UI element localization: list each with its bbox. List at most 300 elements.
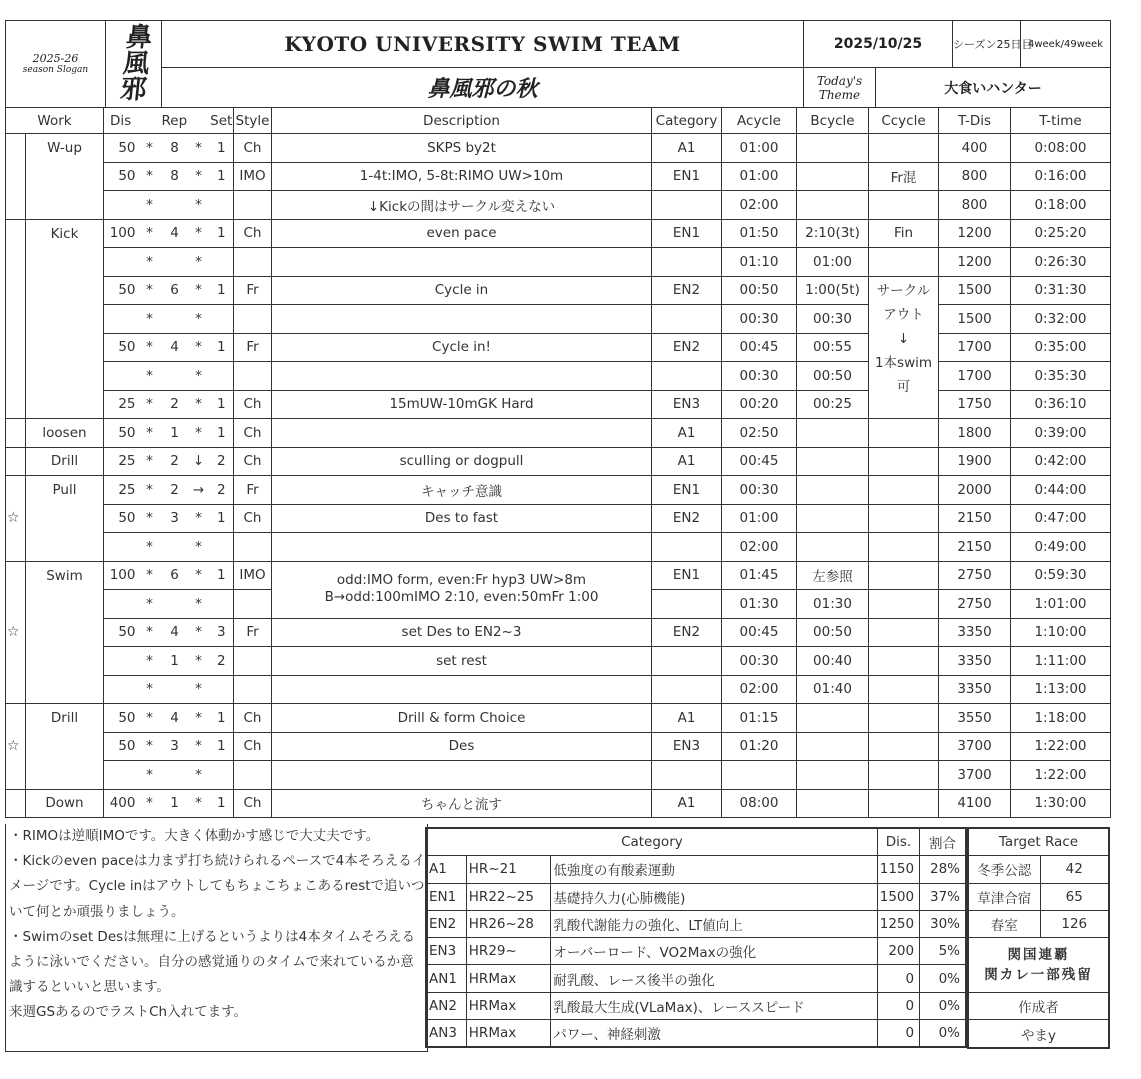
operator-cell: * (138, 134, 162, 163)
total-time-cell: 0:32:00 (1011, 305, 1111, 334)
total-distance-cell: 1200 (939, 248, 1011, 277)
set-cell: 1 (210, 276, 234, 305)
operator-cell: * (188, 732, 210, 761)
description-cell: Cycle in! (272, 333, 652, 362)
style-cell (234, 590, 272, 619)
category-cell (652, 675, 722, 704)
menu-row (6, 732, 1111, 761)
category-cell (652, 533, 722, 562)
star-mark (6, 134, 26, 163)
set-cell: 3 (210, 618, 234, 647)
operator-cell: * (138, 504, 162, 533)
menu-row (6, 618, 1111, 647)
category-row (426, 938, 966, 965)
menu-row (6, 362, 1111, 391)
ccycle-cell (869, 704, 939, 733)
star-mark (6, 647, 26, 676)
category-hr: HRMax (466, 1020, 551, 1048)
category-row (426, 1020, 966, 1048)
season-slogan (6, 21, 106, 108)
operator-cell: * (138, 561, 162, 590)
bcycle-cell (797, 704, 869, 733)
rep-cell (162, 590, 188, 619)
category-description: 乳酸代謝能力の強化、LT値向上 (551, 910, 877, 937)
style-cell: IMO (234, 561, 272, 590)
distance-cell (104, 191, 138, 220)
ccycle-cell (869, 447, 939, 476)
total-time-cell: 0:31:30 (1011, 276, 1111, 305)
style-cell: Ch (234, 732, 272, 761)
total-distance-cell: 3700 (939, 732, 1011, 761)
ccycle-cell (869, 732, 939, 761)
star-mark (6, 333, 26, 362)
distance-cell: 25 (104, 390, 138, 419)
category-code: EN2 (426, 910, 466, 937)
style-cell (234, 362, 272, 391)
total-distance-cell: 400 (939, 134, 1011, 163)
distance-cell: 100 (104, 219, 138, 248)
work-cell (26, 590, 104, 619)
category-ratio: 30% (920, 910, 966, 937)
style-cell: Fr (234, 476, 272, 505)
ccycle-cell (869, 476, 939, 505)
set-cell: 1 (210, 390, 234, 419)
operator-cell: * (188, 618, 210, 647)
distance-cell: 50 (104, 704, 138, 733)
menu-row (6, 561, 1111, 590)
bcycle-cell (797, 533, 869, 562)
work-cell (26, 647, 104, 676)
description-cell: ↓Kickの間はサークル変えない (272, 191, 652, 220)
ccycle-note: サークル アウト ↓ 1本swim 可 (869, 276, 939, 419)
distance-cell: 50 (104, 162, 138, 191)
note-item: ・Kickのeven paceは力まず打ち続けられるペースで4本そろえるイメージです。Cycle inはアウトしてもちょこちょこあるrestで追いついて何とか頑張りましょう。 (9, 853, 426, 920)
category-cell (652, 761, 722, 790)
category-cell (652, 362, 722, 391)
style-cell: Ch (234, 219, 272, 248)
description-cell: even pace (272, 219, 652, 248)
description-cell: 1-4t:IMO, 5-8t:RIMO UW>10m (272, 162, 652, 191)
category-cell (652, 647, 722, 676)
style-cell (234, 248, 272, 277)
total-time-cell: 1:30:00 (1011, 789, 1111, 818)
star-mark (6, 162, 26, 191)
description-cell (272, 419, 652, 448)
menu-table (5, 107, 1111, 818)
category-ratio: 0% (920, 1020, 966, 1048)
acycle-cell: 08:00 (722, 789, 797, 818)
work-cell: Pull (26, 476, 104, 505)
category-cell: EN1 (652, 219, 722, 248)
total-distance-cell: 2150 (939, 533, 1011, 562)
description-cell: SKPS by2t (272, 134, 652, 163)
star-mark (6, 362, 26, 391)
total-time-cell: 1:18:00 (1011, 704, 1111, 733)
col-description: Description (272, 108, 652, 134)
work-cell: Down (26, 789, 104, 818)
total-time-cell: 1:01:00 (1011, 590, 1111, 619)
description-cell: キャッチ意識 (272, 476, 652, 505)
category-description: パワー、神経刺激 (551, 1020, 877, 1048)
note-item: ・RIMOは逆順IMOです。大きく体動かす感じで大丈夫です。 (9, 828, 380, 844)
ccycle-cell (869, 504, 939, 533)
operator-cell: * (138, 162, 162, 191)
menu-row (6, 675, 1111, 704)
total-time-cell: 0:49:00 (1011, 533, 1111, 562)
description-cell: B→odd:100mIMO 2:10, even:50mFr 1:00 (272, 590, 652, 619)
rep-cell: 1 (162, 647, 188, 676)
work-cell (26, 248, 104, 277)
rep-cell: 4 (162, 704, 188, 733)
total-distance-cell: 1500 (939, 305, 1011, 334)
category-ratio: 5% (920, 938, 966, 965)
col-dis: Dis (104, 108, 162, 134)
ccycle-cell (869, 191, 939, 220)
star-mark (6, 533, 26, 562)
todays-theme-label (804, 68, 876, 108)
star-mark (6, 191, 26, 220)
operator-cell: * (138, 390, 162, 419)
target-race-table (967, 827, 1110, 1049)
race-name: 冬季公認 (968, 856, 1040, 883)
category-row (426, 992, 966, 1019)
acycle-cell: 01:50 (722, 219, 797, 248)
operator-cell: * (188, 305, 210, 334)
menu-row (6, 533, 1111, 562)
star-mark (6, 219, 26, 248)
category-cell (652, 305, 722, 334)
distance-cell (104, 590, 138, 619)
operator-cell: ↓ (188, 447, 210, 476)
set-cell: 1 (210, 333, 234, 362)
rep-cell (162, 533, 188, 562)
bcycle-cell (797, 476, 869, 505)
total-distance-cell: 1750 (939, 390, 1011, 419)
bcycle-cell: 2:10(3t) (797, 219, 869, 248)
category-description: 耐乳酸、レース後半の強化 (551, 965, 877, 992)
race-name: 草津合宿 (968, 883, 1040, 910)
operator-cell: * (138, 447, 162, 476)
acycle-cell: 02:00 (722, 533, 797, 562)
category-cell: A1 (652, 789, 722, 818)
menu-row (6, 419, 1111, 448)
description-cell (272, 675, 652, 704)
work-cell (26, 533, 104, 562)
description-cell: sculling or dogpull (272, 447, 652, 476)
total-time-cell: 1:22:00 (1011, 761, 1111, 790)
distance-cell: 50 (104, 333, 138, 362)
total-time-cell: 0:08:00 (1011, 134, 1111, 163)
star-mark (6, 248, 26, 277)
ccycle-cell (869, 561, 939, 590)
category-distance: 0 (877, 965, 919, 992)
menu-row (6, 191, 1111, 220)
star-mark (6, 476, 26, 505)
bcycle-cell: 01:30 (797, 590, 869, 619)
bcycle-cell (797, 162, 869, 191)
category-hr: HR22~25 (466, 883, 551, 910)
category-cell: EN3 (652, 390, 722, 419)
footer-area (5, 824, 1110, 1053)
operator-cell: * (138, 333, 162, 362)
category-description: オーバーロード、VO2Maxの強化 (551, 938, 877, 965)
category-distance: 1500 (877, 883, 919, 910)
total-time-cell: 0:36:10 (1011, 390, 1111, 419)
bcycle-cell (797, 504, 869, 533)
category-cell: A1 (652, 419, 722, 448)
category-cell: A1 (652, 134, 722, 163)
distance-cell (104, 675, 138, 704)
category-description: 低強度の有酸素運動 (551, 856, 877, 883)
operator-cell: * (138, 305, 162, 334)
rep-cell: 3 (162, 732, 188, 761)
practice-date: 2025/10/25 (804, 21, 953, 68)
category-code: AN1 (426, 965, 466, 992)
style-cell: Ch (234, 447, 272, 476)
acycle-cell: 00:45 (722, 618, 797, 647)
race-days: 42 (1040, 856, 1109, 883)
total-time-cell: 0:35:30 (1011, 362, 1111, 391)
distance-cell: 50 (104, 504, 138, 533)
operator-cell: * (188, 590, 210, 619)
ccycle-cell: Fin (869, 219, 939, 248)
operator-cell: * (138, 419, 162, 448)
work-cell: Kick (26, 219, 104, 248)
set-cell: 1 (210, 419, 234, 448)
rep-cell: 6 (162, 276, 188, 305)
style-cell: Ch (234, 419, 272, 448)
rep-cell: 1 (162, 789, 188, 818)
operator-cell: * (138, 789, 162, 818)
total-time-cell: 0:39:00 (1011, 419, 1111, 448)
slogan-logo (106, 21, 162, 108)
total-distance-cell: 3550 (939, 704, 1011, 733)
acycle-cell: 00:30 (722, 476, 797, 505)
set-cell (210, 533, 234, 562)
col-tdis: T-Dis (939, 108, 1011, 134)
total-time-cell: 0:26:30 (1011, 248, 1111, 277)
operator-cell: * (188, 561, 210, 590)
category-cell (652, 248, 722, 277)
style-cell: Fr (234, 333, 272, 362)
set-cell (210, 362, 234, 391)
operator-cell: * (188, 162, 210, 191)
work-cell (26, 276, 104, 305)
todays-theme-line1: Today's (816, 73, 863, 88)
distance-cell (104, 248, 138, 277)
acycle-cell: 01:00 (722, 134, 797, 163)
total-distance-cell: 2150 (939, 504, 1011, 533)
note-item: ・Swimのset Desは無理に上げるというよりは4本タイムそろえるように泳いでください。自分の感覚通りのタイムで来れているか意識するといいと思います。 (9, 928, 415, 996)
bcycle-cell: 00:30 (797, 305, 869, 334)
menu-row (6, 276, 1111, 305)
description-cell: odd:IMO form, even:Fr hyp3 UW>8m (272, 561, 652, 590)
operator-cell: * (188, 390, 210, 419)
bcycle-cell: 00:55 (797, 333, 869, 362)
rep-cell (162, 761, 188, 790)
work-cell (26, 504, 104, 533)
category-code: EN1 (426, 883, 466, 910)
work-cell (26, 362, 104, 391)
description-cell: 15mUW-10mGK Hard (272, 390, 652, 419)
col-style: Style (234, 108, 272, 134)
rep-cell: 4 (162, 333, 188, 362)
category-row (426, 856, 966, 883)
menu-row (6, 789, 1111, 818)
total-distance-cell: 3350 (939, 618, 1011, 647)
rep-cell: 6 (162, 561, 188, 590)
operator-cell: * (188, 362, 210, 391)
work-cell: Swim (26, 561, 104, 590)
total-distance-cell: 3700 (939, 761, 1011, 790)
operator-cell: * (138, 476, 162, 505)
total-time-cell: 0:16:00 (1011, 162, 1111, 191)
acycle-cell: 02:00 (722, 675, 797, 704)
style-cell: Ch (234, 704, 272, 733)
menu-row (6, 333, 1111, 362)
total-time-cell: 0:59:30 (1011, 561, 1111, 590)
rep-cell: 1 (162, 419, 188, 448)
col-category: Category (652, 108, 722, 134)
total-time-cell: 0:44:00 (1011, 476, 1111, 505)
total-distance-cell: 800 (939, 191, 1011, 220)
total-time-cell: 0:42:00 (1011, 447, 1111, 476)
acycle-cell: 00:30 (722, 647, 797, 676)
total-distance-cell: 1800 (939, 419, 1011, 448)
set-cell: 1 (210, 162, 234, 191)
ccycle-cell (869, 248, 939, 277)
operator-cell: * (188, 647, 210, 676)
rep-cell: 8 (162, 162, 188, 191)
bcycle-cell: 1:00(5t) (797, 276, 869, 305)
col-ttime: T-time (1011, 108, 1111, 134)
target-race-header: Target Race (968, 828, 1109, 856)
style-cell (234, 675, 272, 704)
description-cell: Cycle in (272, 276, 652, 305)
category-cell: EN2 (652, 618, 722, 647)
category-code: AN3 (426, 1020, 466, 1048)
distance-cell (104, 533, 138, 562)
category-row (426, 965, 966, 992)
work-cell (26, 162, 104, 191)
set-cell (210, 248, 234, 277)
operator-cell: * (138, 761, 162, 790)
set-cell: 1 (210, 134, 234, 163)
acycle-cell: 01:00 (722, 504, 797, 533)
acycle-cell: 01:15 (722, 704, 797, 733)
rep-cell: 4 (162, 219, 188, 248)
set-cell: 1 (210, 789, 234, 818)
category-hr: HRMax (466, 992, 551, 1019)
slogan-subtitle: season Slogan (22, 65, 89, 75)
star-mark (6, 447, 26, 476)
practice-sheet (5, 20, 1110, 818)
set-cell: 1 (210, 704, 234, 733)
category-ratio: 28% (920, 856, 966, 883)
style-cell: Ch (234, 134, 272, 163)
star-mark (6, 590, 26, 619)
menu-row (6, 248, 1111, 277)
style-cell: Ch (234, 504, 272, 533)
ccycle-cell (869, 761, 939, 790)
acycle-cell: 01:45 (722, 561, 797, 590)
acycle-cell: 00:50 (722, 276, 797, 305)
menu-row (6, 504, 1111, 533)
motto-line1: 関国連覇 (1007, 947, 1070, 964)
acycle-cell (722, 761, 797, 790)
rep-cell (162, 305, 188, 334)
rep-cell: 2 (162, 476, 188, 505)
star-mark: ☆ (6, 618, 26, 647)
category-distance: 200 (877, 938, 919, 965)
menu-row (6, 162, 1111, 191)
category-ratio: 0% (920, 992, 966, 1019)
bcycle-cell: 01:40 (797, 675, 869, 704)
style-cell (234, 533, 272, 562)
star-mark (6, 789, 26, 818)
total-distance-cell: 1500 (939, 276, 1011, 305)
menu-row (6, 305, 1111, 334)
operator-cell: * (138, 219, 162, 248)
category-distance: 0 (877, 1020, 919, 1048)
category-code: EN3 (426, 938, 466, 965)
total-distance-cell: 800 (939, 162, 1011, 191)
rep-cell: 2 (162, 447, 188, 476)
category-cell: EN2 (652, 333, 722, 362)
category-cell: EN2 (652, 276, 722, 305)
operator-cell: * (188, 276, 210, 305)
star-mark: ☆ (6, 504, 26, 533)
col-ccycle: Ccycle (869, 108, 939, 134)
bcycle-cell: 左参照 (797, 561, 869, 590)
set-cell: 1 (210, 561, 234, 590)
distance-cell (104, 362, 138, 391)
category-cell: EN1 (652, 561, 722, 590)
race-name: 春室 (968, 910, 1040, 937)
author-name: やまy (968, 1020, 1109, 1048)
bcycle-cell (797, 191, 869, 220)
star-mark (6, 704, 26, 733)
category-hr: HR26~28 (466, 910, 551, 937)
category-description: 乳酸最大生成(VLaMax)、レーススピード (551, 992, 877, 1019)
category-distance: 0 (877, 992, 919, 1019)
category-cell (652, 590, 722, 619)
total-distance-cell: 2750 (939, 561, 1011, 590)
work-cell (26, 732, 104, 761)
rep-cell: 8 (162, 134, 188, 163)
total-distance-cell: 2000 (939, 476, 1011, 505)
total-distance-cell: 1700 (939, 362, 1011, 391)
season-day: シーズン25日目 (953, 21, 1021, 68)
category-hr: HR29~ (466, 938, 551, 965)
operator-cell: * (138, 362, 162, 391)
rep-cell: 4 (162, 618, 188, 647)
team-motto (968, 938, 1109, 993)
slogan-year: 2025-26 (32, 52, 79, 65)
distance-cell (104, 761, 138, 790)
acycle-cell: 02:00 (722, 191, 797, 220)
ccycle-cell (869, 647, 939, 676)
category-table (425, 827, 967, 1048)
distance-cell: 100 (104, 561, 138, 590)
category-hr: HRMax (466, 965, 551, 992)
bcycle-cell (797, 761, 869, 790)
distance-cell: 50 (104, 419, 138, 448)
menu-row (6, 219, 1111, 248)
description-cell: Drill & form Choice (272, 704, 652, 733)
total-time-cell: 0:25:20 (1011, 219, 1111, 248)
work-cell (26, 333, 104, 362)
